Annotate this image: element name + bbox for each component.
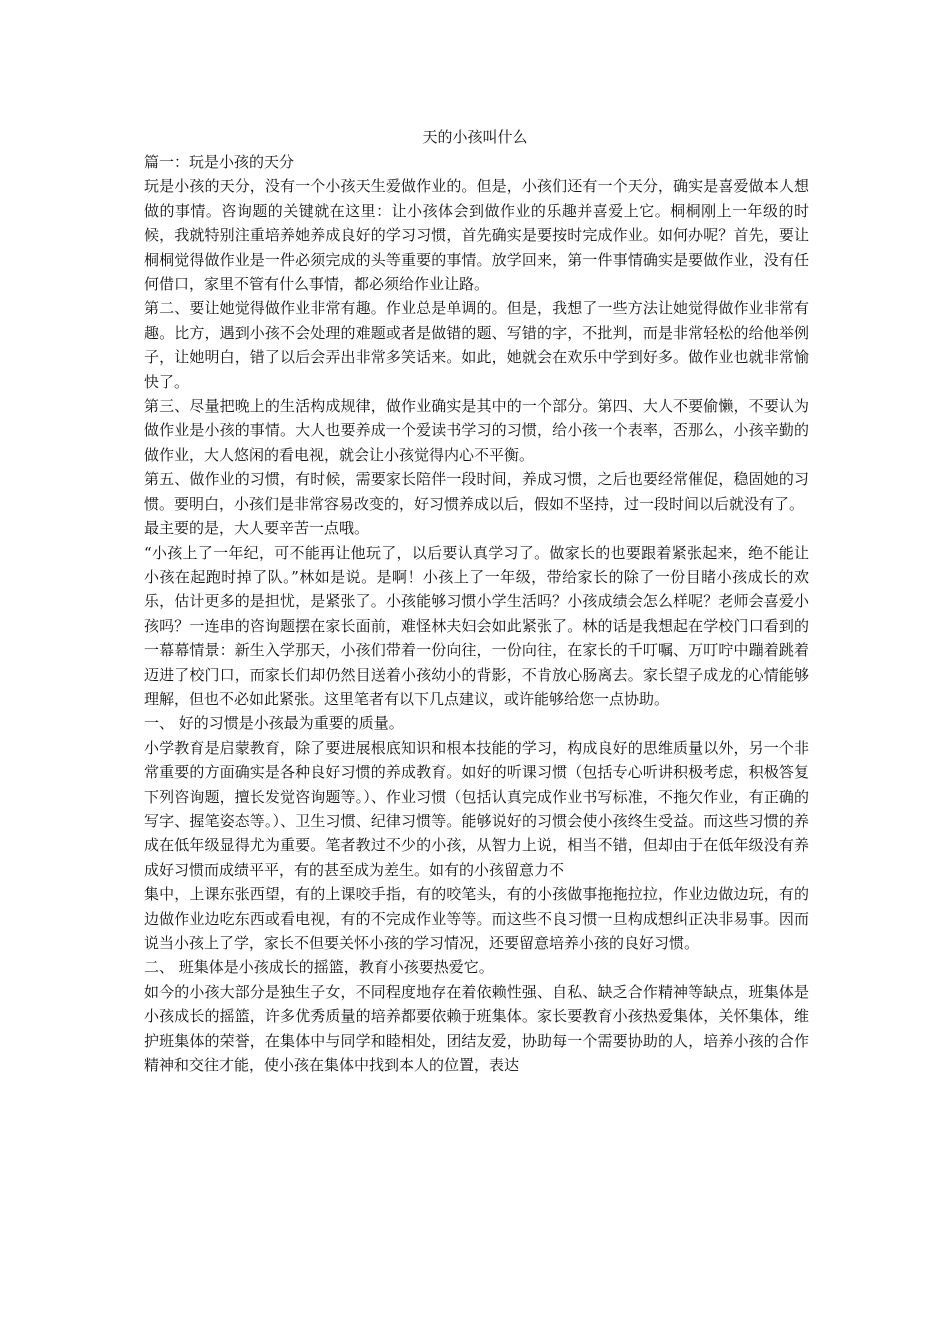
paragraph: 最主要的是，大人要辛苦一点哦。 xyxy=(144,519,370,538)
paragraph: 第二、要让她觉得做作业非常有趣。作业总是单调的。但是，我想了一些方法让她觉得做作业非常有趣。比方，遇到小孩不会处理的难题或者是做错的题、写错的字，不批判，而是非常轻松的给他举例子，让她明白，错了以后会弄出非常多笑话来。如此，她就会在欢乐中学到好多。做作业也就非常愉快了。 xyxy=(144,299,809,391)
document-title: 天的小孩叫什么 xyxy=(422,128,528,146)
paragraph: 小学教育是启蒙教育，除了要进展根底知识和根本技能的学习，构成良好的思维质量以外，另一个非常重要的方面确实是各种良好习惯的养成教育。如好的听课习惯（包括专心听讲积极考虑，积极答复下列咨询题，擅长发觉咨询题等。）、作业习惯（包括认真完成作业书写标准，不拖欠作业，有正确的写字、握笔姿态等。）、卫生习惯、纪律习惯等。能够说好的习惯会使小孩终生受益。而这些习惯的养成在低年级显得尤为重要。笔者教过不少的小孩，从智力上说，相当不错，但却由于在低年级没有养成好习惯而成绩平平，有的甚至成为差生。如有的小孩留意力不 xyxy=(144,738,809,879)
section-heading-1: 一、 好的习惯是小孩最为重要的质量。 xyxy=(144,714,404,733)
paragraph: 第三、尽量把晚上的生活构成规律，做作业确实是其中的一个部分。第四、大人不要偷懒，不要认为做作业是小孩的事情。大人也要养成一个爱读书学习的习惯，给小孩一个表率，否那么，小孩辛勤的做作业，大人悠闲的看电视，就会让小孩觉得内心不平衡。 xyxy=(144,397,809,464)
document-body xyxy=(144,150,809,1077)
paragraph: “小孩上了一年纪，可不能再让他玩了，以后要认真学习了。做家长的也要跟着紧张起来，绝不能让小孩在起跑时掉了队。”林如是说。是啊！小孩上了一年级，带给家长的除了一份目睹小孩成长的欢乐，估计更多的是担忧，是紧张了。小孩能够习惯小学生活吗？小孩成绩会怎么样呢？老师会喜爱小孩吗？一连串的咨询题摆在家长面前，难怪林夫妇会如此紧张了。林的话是我想起在学校门口看到的一幕幕情景：新生入学那天，小孩们带着一份向往，一份向往，在家长的千叮嘱、万叮咛中蹦着跳着迈进了校门口，而家长们却仍然目送着小孩幼小的背影，不肯放心肠离去。家长望子成龙的心情能够理解，但也不必如此紧张。这里笔者有以下几点建议，或许能够给您一点协助。 xyxy=(144,543,809,708)
paragraph: 集中，上课东张西望，有的上课咬手指，有的咬笔头，有的小孩做事拖拖拉拉，作业边做边玩，有的边做作业边吃东西或看电视，有的不完成作业等等。而这些不良习惯一旦构成想纠正决非易事。因而说当小孩上了学，家长不但要关怀小孩的学习情况，还要留意培养小孩的良好习惯。 xyxy=(144,885,809,952)
paragraph-heading-1: 篇一：玩是小孩的天分 xyxy=(144,153,295,171)
paragraph: 如今的小孩大部分是独生子女，不同程度地存在着依赖性强、自私、缺乏合作精神等缺点，班集体是小孩成长的摇篮，许多优秀质量的培养都要依赖于班集体。家长要教育小孩热爱集体，关怀集体，维护班集体的荣誉，在集体中与同学和睦相处，团结友爱，协助每一个需要协助的人，培养小孩的合作精神和交往才能，使小孩在集体中找到本人的位置，表达 xyxy=(144,982,809,1075)
section-heading-2: 二、 班集体是小孩成长的摇篮，教育小孩要热爱它。 xyxy=(144,958,494,977)
paragraph: 玩是小孩的天分，没有一个小孩天生爱做作业的。但是，小孩们还有一个天分，确实是喜爱做本人想做的事情。咨询题的关键就在这里：让小孩体会到做作业的乐趣并喜爱上它。桐桐刚上一年级的时候，我就特别注重培养她养成良好的学习习惯，首先确实是要按时完成作业。如何办呢？首先，要让桐桐觉得做作业是一件必须完成的头等重要的事情。放学回来，第一件事情确实是要做作业，没有任何借口，家里不管有什么事情，都必须给作业让路。 xyxy=(144,177,809,294)
paragraph: 第五、做作业的习惯，有时候，需要家长陪伴一段时间，养成习惯，之后也要经常催促，稳固她的习惯。要明白，小孩们是非常容易改变的，好习惯养成以后，假如不坚持，过一段时间以后就没有了。 xyxy=(144,470,809,513)
